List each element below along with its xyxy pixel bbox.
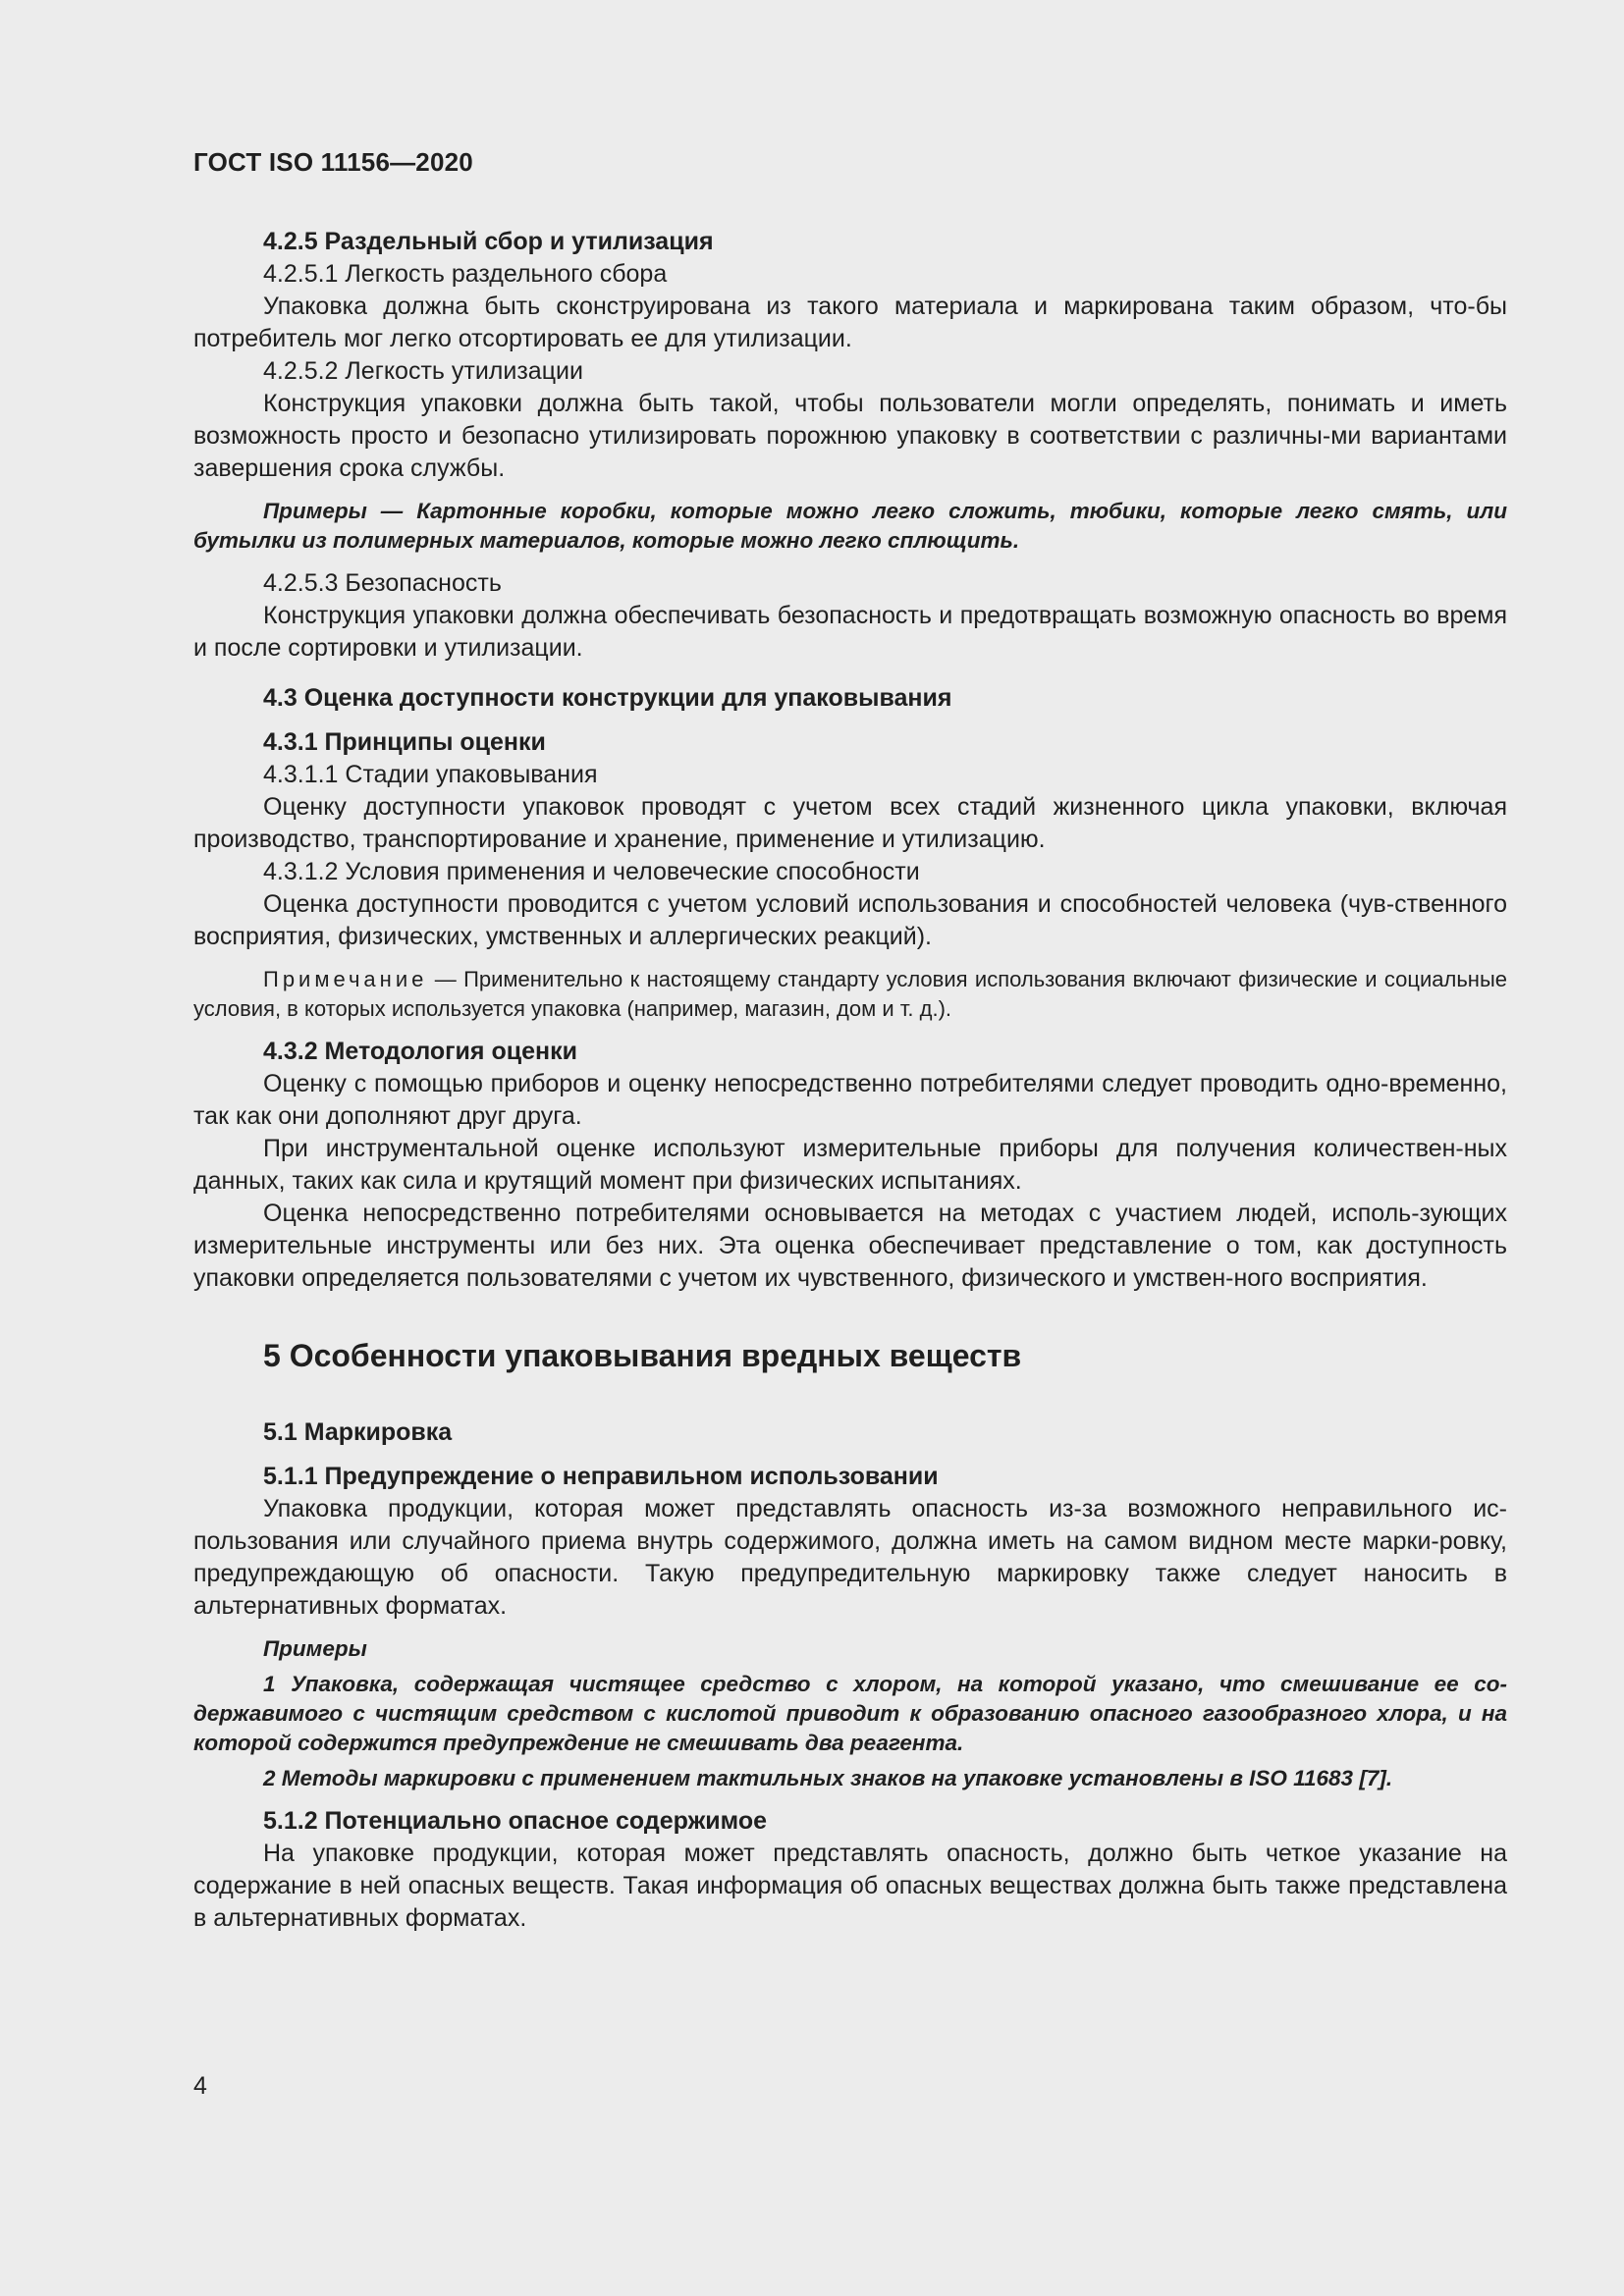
examples-label: Примеры: [263, 1636, 367, 1661]
heading-4-3: 4.3 Оценка доступности конструкции для упаковывания: [263, 684, 952, 712]
document-body: [193, 226, 1507, 1935]
heading-5: 5 Особенности упаковывания вредных веществ: [263, 1338, 1022, 1373]
heading-4-2-5-3: 4.2.5.3 Безопасность: [263, 569, 502, 597]
heading-5-1: 5.1 Маркировка: [263, 1418, 453, 1446]
paragraph-4-3-2-b: При инструментальной оценке используют измерительные приборы для получения количествен-ных данных, таких как сила и крутящий момент при физических испытаниях.: [193, 1135, 1507, 1195]
heading-4-3-1-1: 4.3.1.1 Стадии упаковывания: [263, 761, 598, 788]
heading-5-1-1: 5.1.1 Предупреждение о неправильном использовании: [263, 1463, 939, 1490]
heading-4-3-2: 4.3.2 Методология оценки: [263, 1038, 577, 1065]
paragraph-4-2-5-1: Упаковка должна быть сконструирована из такого материала и маркирована таким образом, что-бы потребитель мог легко отсортировать ее для утилизации.: [193, 293, 1507, 352]
heading-4-3-1-2: 4.3.1.2 Условия применения и человеческие способности: [263, 858, 920, 885]
paragraph-4-3-1-2: Оценка доступности проводится с учетом условий использования и способностей человека (чув-ственного восприятия, физических, умственных и аллергических реакций).: [193, 890, 1507, 950]
paragraph-5-1-2: На упаковке продукции, которая может представлять опасность, должно быть четкое указание на содержание в ней опасных веществ. Такая информация об опасных веществах должна быть также представлена в альтернативных форматах.: [193, 1840, 1507, 1932]
heading-4-2-5-1: 4.2.5.1 Легкость раздельного сбора: [263, 260, 668, 288]
paragraph-4-2-5-2: Конструкция упаковки должна быть такой, чтобы пользователи могли определять, понимать и иметь возможность просто и безопасно утилизировать порожнюю упаковку в соответствии с различны-ми вариантами завершения срока службы.: [193, 390, 1507, 482]
note-text: — Применительно к настоящему стандарту условия использования включают физические и социальные условия, в которых используется упаковка (например, магазин, дом и т. д.).: [193, 967, 1507, 1021]
heading-4-2-5: 4.2.5 Раздельный сбор и утилизация: [263, 228, 714, 255]
heading-4-2-5-2: 4.2.5.2 Легкость утилизации: [263, 357, 583, 385]
example-5-1-1-1: 1 Упаковка, содержащая чистящее средство с хлором, на которой указано, что смешивание ее со-державимого с чистящим средством с кислотой приводит к образованию опасного газообразного хлора, и на которой содержится предупреждение не смешивать два реагента.: [193, 1672, 1507, 1755]
heading-5-1-2: 5.1.2 Потенциально опасное содержимое: [263, 1807, 768, 1835]
paragraph-5-1-1: Упаковка продукции, которая может представлять опасность из-за возможного неправильного ис-пользования или случайного приема внутрь содержимого, должна иметь на самом видном месте марки-ровку, предупреждающую об опасности. Такую предупредительную маркировку также следует наносить в альтернативных форматах.: [193, 1495, 1507, 1620]
note-4-3-1-2: [193, 965, 1507, 1024]
note-label: Примечание: [263, 967, 428, 991]
document-header: ГОСТ ISO 11156—2020: [193, 147, 473, 177]
paragraph-4-2-5-3: Конструкция упаковки должна обеспечивать безопасность и предотвращать возможную опасность во время и после сортировки и утилизации.: [193, 602, 1507, 662]
paragraph-4-3-2-c: Оценка непосредственно потребителями основывается на методах с участием людей, исполь-зующих измерительные инструменты или без них. Эта оценка обеспечивает представление о том, как доступность упаковки определяется пользователями с учетом их чувственного, физического и умствен-ного восприятия.: [193, 1200, 1507, 1292]
example-5-1-1-2: 2 Методы маркировки с применением тактильных знаков на упаковке установлены в ISO 11683 [7].: [263, 1766, 1393, 1790]
page-number: 4: [193, 2072, 207, 2100]
paragraph-4-3-1-1: Оценку доступности упаковок проводят с учетом всех стадий жизненного цикла упаковки, включая производство, транспортирование и хранение, применение и утилизацию.: [193, 793, 1507, 853]
heading-4-3-1: 4.3.1 Принципы оценки: [263, 728, 546, 756]
paragraph-4-3-2-a: Оценку с помощью приборов и оценку непосредственно потребителями следует проводить одно-временно, так как они дополняют друг друга.: [193, 1070, 1507, 1130]
example-4-2-5-2: Примеры — Картонные коробки, которые можно легко сложить, тюбики, которые легко смять, или бутылки из полимерных материалов, которые можно легко сплющить.: [193, 499, 1507, 553]
